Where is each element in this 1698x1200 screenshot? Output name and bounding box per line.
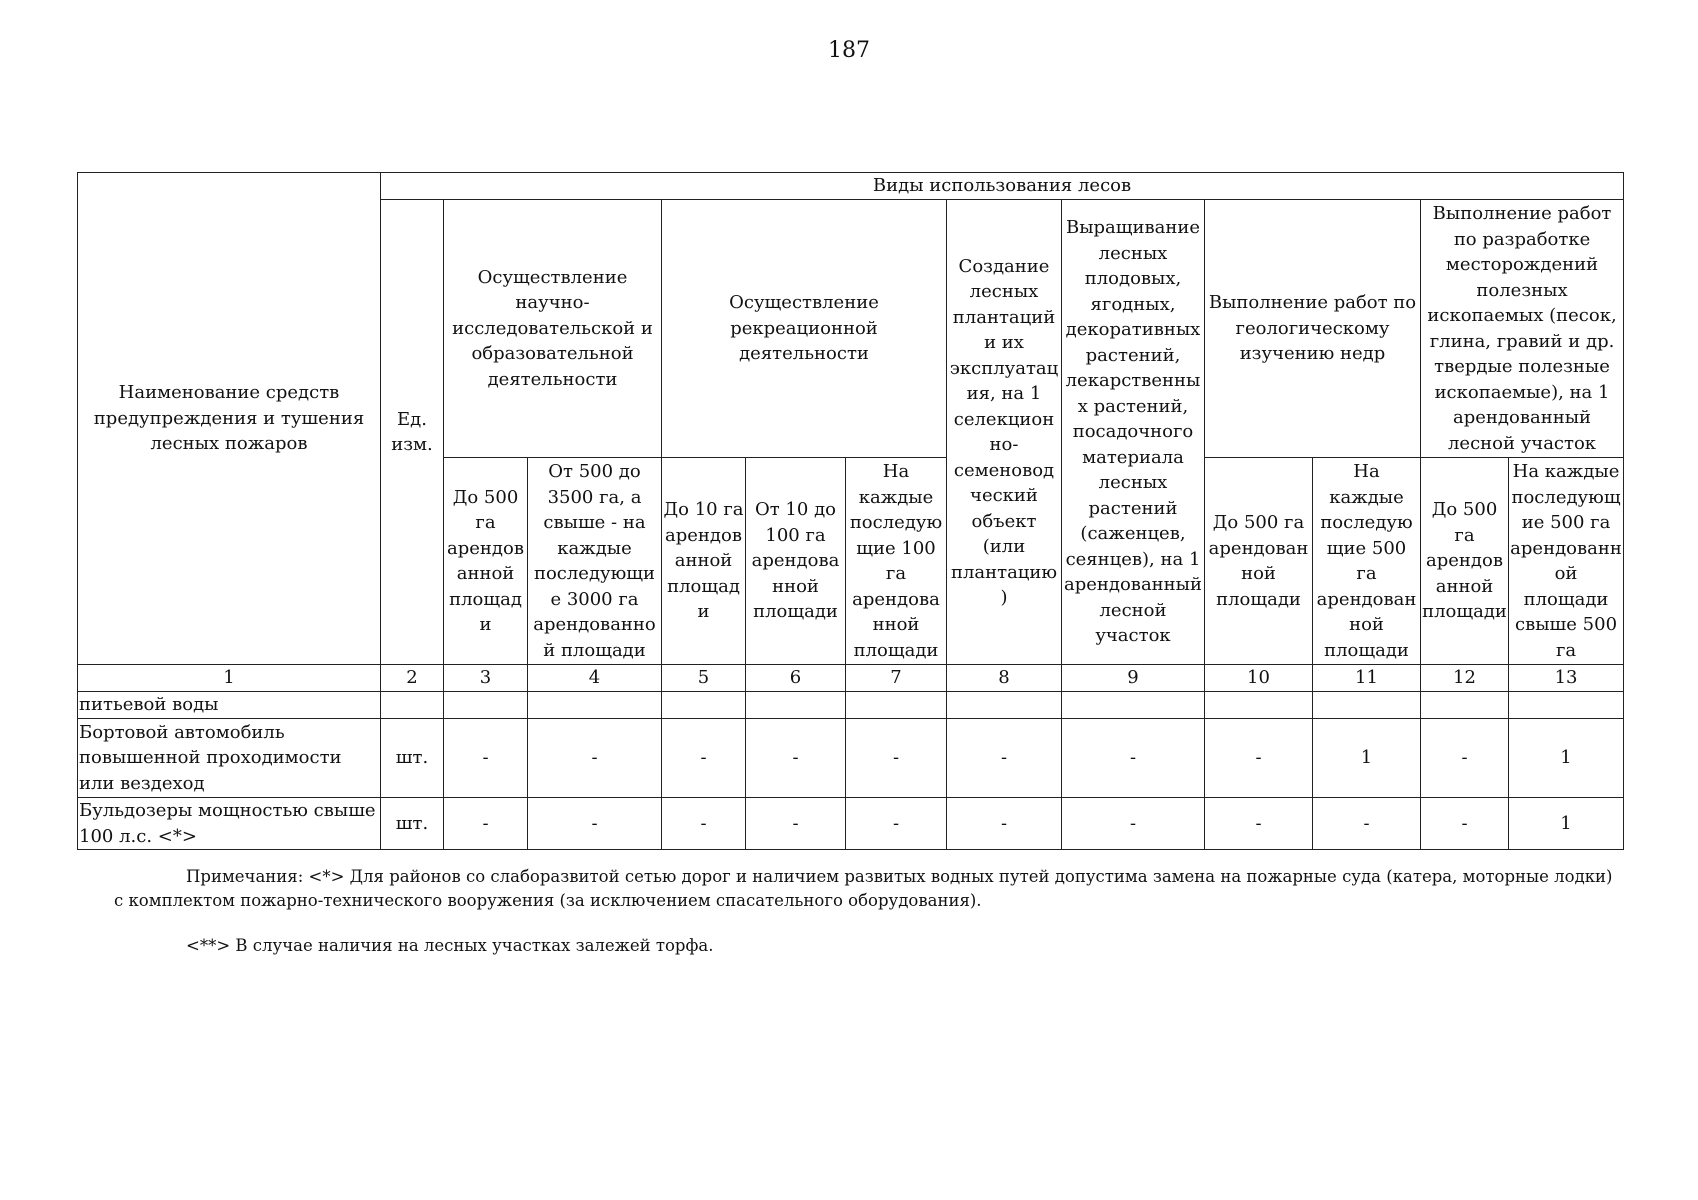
header-science-activity: Осуществление научно-исследовательской и образовательной деятельности [444,200,662,458]
column-number: 7 [846,665,947,692]
row-value [947,692,1062,719]
row-value [444,692,528,719]
row-value [746,692,846,719]
column-number: 4 [528,665,662,692]
row-value [528,692,662,719]
row-value: - [1421,798,1509,850]
row-value [1062,692,1205,719]
row-value: - [1205,719,1313,798]
row-value: 1 [1509,719,1624,798]
row-value: - [846,798,947,850]
header-row-group [78,173,1624,200]
row-value: - [947,719,1062,798]
row-value: - [662,798,746,850]
header-growing-plants: Выращивание лесных плодовых, ягодных, декоративных растений, лекарственных растений, посадочного материала лесных растений (саженцев, сеянцев), на 1 арендованный лесной участок [1062,200,1205,665]
forest-fire-equipment-table-wrap [77,172,1623,850]
table-row [78,692,1624,719]
header-col-11: На каждые последующие 500 га арендованной площади [1313,458,1421,665]
header-unit: Ед. изм. [381,200,444,665]
header-col-3: До 500 га арендованной площади [444,458,528,665]
row-unit [381,692,444,719]
column-number: 8 [947,665,1062,692]
header-geology-works: Выполнение работ по геологическому изучению недр [1205,200,1421,458]
column-number: 5 [662,665,746,692]
header-col-13: На каждые последующие 500 га арендованной площади свыше 500 га [1509,458,1624,665]
table-row [78,719,1624,798]
footnote-note-1: Примечания: <*> Для районов со слаборазвитой сетью дорог и наличием развитых водных путей допустима замена на пожарные суда (катера, моторные лодки) с комплектом пожарно-технического вооружения (за исключением спасательного оборудования). [114,867,1613,910]
column-number: 10 [1205,665,1313,692]
footnote-note-2: <**> В случае наличия на лесных участках залежей торфа. [186,936,714,955]
header-recreation-activity: Осуществление рекреационной деятельности [662,200,947,458]
row-value: - [1062,719,1205,798]
row-value: - [444,719,528,798]
column-number: 3 [444,665,528,692]
row-value [662,692,746,719]
row-unit: шт. [381,798,444,850]
column-number: 2 [381,665,444,692]
header-plantations: Создание лесных плантаций и их эксплуатация, на 1 селекционно-семеноводческий объект (или плантацию) [947,200,1062,665]
row-value [1421,692,1509,719]
row-value [1205,692,1313,719]
header-col-12: До 500 га арендованной площади [1421,458,1509,665]
row-value: - [947,798,1062,850]
page-number: 187 [828,38,870,63]
column-number: 11 [1313,665,1421,692]
row-value: - [746,719,846,798]
row-value: - [1313,798,1421,850]
row-value: - [528,798,662,850]
header-col-7: На каждые последующие 100 га арендованной площади [846,458,947,665]
header-name-of-means: Наименование средств предупреждения и тушения лесных пожаров [78,173,381,665]
header-forest-use-types: Виды использования лесов [381,173,1624,200]
row-name: Бульдозеры мощностью свыше 100 л.с. <*> [78,798,381,850]
row-value: - [444,798,528,850]
row-value: - [846,719,947,798]
table-row [78,798,1624,850]
row-value: - [528,719,662,798]
row-value: - [662,719,746,798]
row-name: Бортовой автомобиль повышенной проходимости или вездеход [78,719,381,798]
column-number: 6 [746,665,846,692]
header-col-6: От 10 до 100 га арендованной площади [746,458,846,665]
row-value [1313,692,1421,719]
row-value [1509,692,1624,719]
row-value: - [1205,798,1313,850]
column-number: 1 [78,665,381,692]
row-value: 1 [1509,798,1624,850]
forest-fire-equipment-table [77,172,1624,850]
row-unit: шт. [381,719,444,798]
column-number: 12 [1421,665,1509,692]
column-number: 13 [1509,665,1624,692]
header-mining-works: Выполнение работ по разработке месторождений полезных ископаемых (песок, глина, гравий и др. твердые полезные ископаемые), на 1 арендованный лесной участок [1421,200,1624,458]
row-value: - [1062,798,1205,850]
column-number: 9 [1062,665,1205,692]
row-value: 1 [1313,719,1421,798]
column-numbers-row [78,665,1624,692]
header-col-4: От 500 до 3500 га, а свыше - на каждые последующие 3000 га арендованной площади [528,458,662,665]
row-value [846,692,947,719]
header-col-5: До 10 га арендованной площади [662,458,746,665]
row-value: - [746,798,846,850]
header-col-10: До 500 га арендованной площади [1205,458,1313,665]
row-value: - [1421,719,1509,798]
row-name: питьевой воды [78,692,381,719]
